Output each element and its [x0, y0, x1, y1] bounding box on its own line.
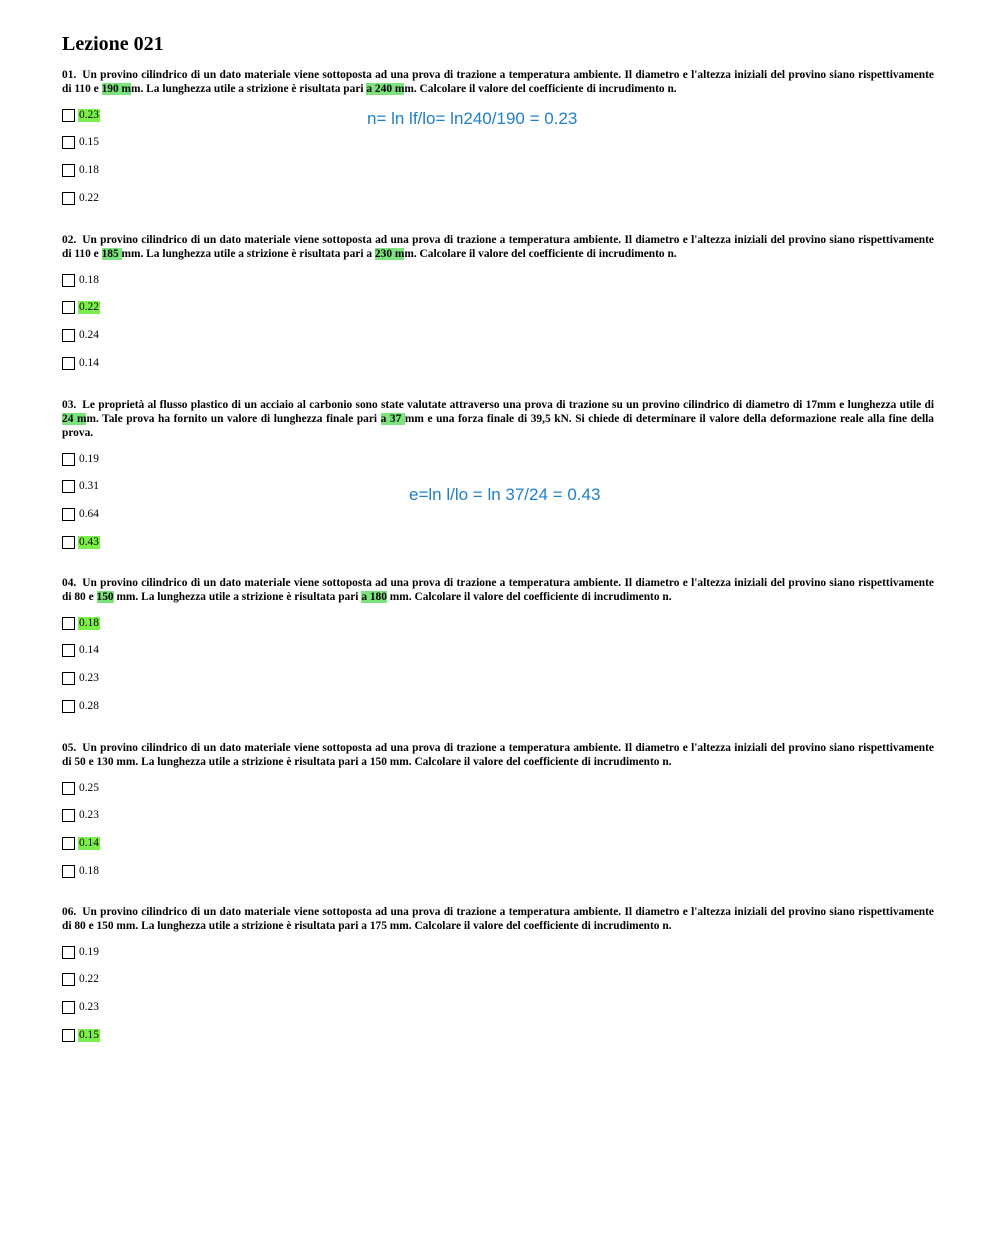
- answer-option: [62, 999, 934, 1017]
- answer-label: 0.24: [79, 329, 99, 342]
- answer-label: 0.18: [79, 273, 99, 286]
- question-text: [62, 398, 934, 440]
- answer-option: [62, 642, 934, 660]
- question-text-segment: Le proprietà al flusso plastico di un acciaio al carbonio sono state valutate attraverso una prova di trazione su un provino cilindrico di diametro di 17mm e lunghezza utile di: [82, 399, 934, 411]
- answer-option: [62, 971, 934, 989]
- question-text-segment: Un provino cilindrico di un dato materiale viene sottoposta ad una prova di trazione a temperatura ambiente. Il diametro e l'altezza iniziali del provino siano rispettivamente di 80 e: [62, 577, 934, 603]
- answer-options: [62, 779, 934, 880]
- question-text-segment: mm e una forza finale di 39,5 kN. Si chiede di determinare il valore della deformazione reale alla fine della prova.: [62, 413, 934, 439]
- highlighted-value: 190 m: [101, 83, 131, 95]
- question-text-segment: m. La lunghezza utile a strizione è risultata pari: [131, 83, 367, 95]
- question-06: [62, 905, 934, 1044]
- answer-checkbox[interactable]: [62, 164, 75, 177]
- answer-label: 0.64: [79, 508, 99, 521]
- answer-option: [62, 533, 934, 551]
- answer-checkbox[interactable]: [62, 192, 75, 205]
- question-text-segment: mm. La lunghezza utile a strizione è risultata pari: [113, 591, 362, 603]
- question-04: [62, 576, 934, 715]
- question-02: [62, 233, 934, 372]
- question-number: 06.: [62, 906, 77, 918]
- question-number: 03.: [62, 399, 77, 411]
- question-number: 04.: [62, 577, 77, 589]
- question-03: [62, 398, 934, 551]
- answer-checkbox[interactable]: [62, 136, 75, 149]
- highlighted-value: 24 m: [62, 413, 87, 425]
- answer-label: 0.19: [79, 452, 99, 465]
- answer-label: 0.23: [79, 1001, 99, 1014]
- highlighted-value: a 37: [380, 413, 405, 425]
- question-text-segment: Un provino cilindrico di un dato materiale viene sottoposta ad una prova di trazione a temperatura ambiente. Il diametro e l'altezza iniziali del provino siano rispettivamente di 110 e: [62, 69, 934, 95]
- answer-label-correct: 0.15: [79, 1028, 99, 1041]
- answer-label: 0.19: [79, 945, 99, 958]
- answer-checkbox[interactable]: [62, 329, 75, 342]
- answer-checkbox[interactable]: [62, 973, 75, 986]
- answer-label-correct: 0.18: [79, 616, 99, 629]
- question-text-segment: m. Calcolare il valore del coefficiente di incrudimento n.: [404, 248, 677, 260]
- question-text: [62, 233, 934, 261]
- answer-label: 0.31: [79, 480, 99, 493]
- answer-option: [62, 943, 934, 961]
- question-number: 02.: [62, 234, 77, 246]
- answer-label: 0.25: [79, 781, 99, 794]
- answer-label: 0.18: [79, 164, 99, 177]
- answer-checkbox[interactable]: [62, 109, 75, 122]
- question-text-segment: m. Tale prova ha fornito un valore di lunghezza finale pari: [86, 413, 381, 425]
- handwritten-annotation-q03: e=ln l/lo = ln 37/24 = 0.43: [409, 485, 601, 504]
- question-number: 05.: [62, 742, 77, 754]
- answer-checkbox[interactable]: [62, 644, 75, 657]
- answer-checkbox[interactable]: [62, 946, 75, 959]
- question-text: [62, 68, 934, 96]
- question-text-segment: mm. Calcolare il valore del coefficiente di incrudimento n.: [386, 591, 672, 603]
- question-text: [62, 905, 934, 933]
- highlighted-value: 230 m: [374, 248, 405, 260]
- question-05: [62, 741, 934, 880]
- question-text-segment: Un provino cilindrico di un dato materiale viene sottoposta ad una prova di trazione a temperatura ambiente. Il diametro e l'altezza iniziali del provino siano rispettivamente di 50 e 130 mm. La lunghezza utile a strizione è risultata pari a 150 mm. Calcolare il valore del coefficiente di incrudimento n.: [62, 742, 934, 768]
- answer-label-correct: 0.23: [79, 108, 99, 121]
- answer-label: 0.23: [79, 672, 99, 685]
- question-text: [62, 741, 934, 769]
- page-title: Lezione 021: [62, 33, 164, 55]
- answer-label: 0.23: [79, 809, 99, 822]
- answer-checkbox[interactable]: [62, 782, 75, 795]
- answer-checkbox[interactable]: [62, 357, 75, 370]
- answer-checkbox[interactable]: [62, 700, 75, 713]
- answer-label-correct: 0.43: [79, 535, 99, 548]
- answer-option: [62, 299, 934, 317]
- question-text-segment: Un provino cilindrico di un dato materiale viene sottoposta ad una prova di trazione a temperatura ambiente. Il diametro e l'altezza iniziali del provino siano rispettivamente di 80 e 150 mm. La lunghezza utile a strizione è risultata pari a 175 mm. Calcolare il valore del coefficiente di incrudimento n.: [62, 906, 934, 932]
- answer-option: [62, 450, 934, 468]
- answer-label-correct: 0.22: [79, 301, 99, 314]
- question-number: 01.: [62, 69, 77, 81]
- answer-label-correct: 0.14: [79, 837, 99, 850]
- answer-checkbox[interactable]: [62, 837, 75, 850]
- answer-option: [62, 354, 934, 372]
- answer-label: 0.28: [79, 699, 99, 712]
- answer-option: [62, 779, 934, 797]
- answer-option: [62, 835, 934, 853]
- answer-checkbox[interactable]: [62, 508, 75, 521]
- highlighted-value: a 240 m: [366, 83, 405, 95]
- answer-checkbox[interactable]: [62, 672, 75, 685]
- answer-checkbox[interactable]: [62, 1029, 75, 1042]
- answer-checkbox[interactable]: [62, 865, 75, 878]
- answer-option: [62, 862, 934, 880]
- highlighted-value: a 180: [361, 591, 387, 603]
- answer-option: [62, 670, 934, 688]
- answer-option: [62, 614, 934, 632]
- answer-option: [62, 189, 934, 207]
- answer-label: 0.22: [79, 973, 99, 986]
- highlighted-value: 150: [96, 591, 114, 603]
- answer-option: [62, 1026, 934, 1044]
- answer-option: [62, 807, 934, 825]
- answer-option: [62, 271, 934, 289]
- answer-label: 0.22: [79, 191, 99, 204]
- highlighted-value: 185: [101, 248, 122, 260]
- answer-option: [62, 134, 934, 152]
- handwritten-annotation-q01: n= ln lf/lo= ln240/190 = 0.23: [367, 109, 578, 128]
- answer-option: [62, 697, 934, 715]
- question-text: [62, 576, 934, 604]
- answer-checkbox[interactable]: [62, 480, 75, 493]
- answer-option: [62, 506, 934, 524]
- answer-label: 0.18: [79, 864, 99, 877]
- answer-checkbox[interactable]: [62, 274, 75, 287]
- answer-options: [62, 943, 934, 1044]
- answer-checkbox[interactable]: [62, 1001, 75, 1014]
- answer-options: [62, 614, 934, 715]
- answer-label: 0.14: [79, 644, 99, 657]
- question-text-segment: mm. La lunghezza utile a strizione è risultata pari a: [121, 248, 375, 260]
- answer-checkbox[interactable]: [62, 453, 75, 466]
- answer-label: 0.14: [79, 356, 99, 369]
- answer-checkbox[interactable]: [62, 809, 75, 822]
- answer-option: [62, 162, 934, 180]
- question-01: [62, 68, 934, 207]
- answer-options: [62, 271, 934, 372]
- answer-checkbox[interactable]: [62, 301, 75, 314]
- question-text-segment: m. Calcolare il valore del coefficiente di incrudimento n.: [404, 83, 677, 95]
- answer-option: [62, 327, 934, 345]
- answer-checkbox[interactable]: [62, 536, 75, 549]
- question-text-segment: Un provino cilindrico di un dato materiale viene sottoposta ad una prova di trazione a temperatura ambiente. Il diametro e l'altezza iniziali del provino siano rispettivamente di 110 e: [62, 234, 934, 260]
- answer-label: 0.15: [79, 136, 99, 149]
- answer-checkbox[interactable]: [62, 617, 75, 630]
